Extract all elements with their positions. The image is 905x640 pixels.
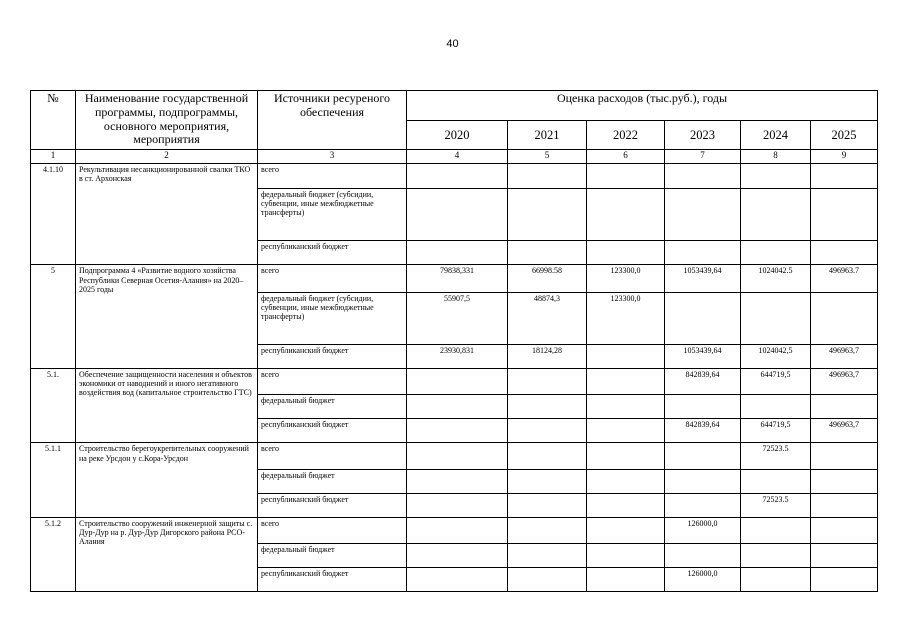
funding-source: всего (258, 265, 407, 292)
amount-cell (665, 443, 741, 469)
amount-cell (587, 345, 665, 369)
column-number: 3 (258, 150, 407, 164)
funding-source: всего (258, 517, 407, 543)
header-year: 2020 (407, 121, 508, 150)
amount-cell: 496963.7 (811, 265, 878, 292)
amount-cell (407, 567, 508, 591)
amount-cell (587, 369, 665, 395)
amount-cell (407, 517, 508, 543)
amount-cell (508, 517, 587, 543)
amount-cell (811, 164, 878, 189)
amount-cell: 1053439,64 (665, 265, 741, 292)
amount-cell (741, 292, 811, 344)
funding-source: всего (258, 369, 407, 395)
table-row (31, 369, 878, 395)
amount-cell: 1053439,64 (665, 345, 741, 369)
amount-cell (665, 543, 741, 567)
column-number: 4 (407, 150, 508, 164)
amount-cell (407, 493, 508, 517)
funding-source: республиканский бюджет (258, 241, 407, 265)
amount-cell (741, 189, 811, 241)
amount-cell (811, 543, 878, 567)
amount-cell (508, 395, 587, 419)
amount-cell (587, 164, 665, 189)
header-year: 2023 (665, 121, 741, 150)
column-number: 7 (665, 150, 741, 164)
amount-cell (407, 443, 508, 469)
funding-source: республиканский бюджет (258, 419, 407, 443)
amount-cell (587, 443, 665, 469)
amount-cell: 123300,0 (587, 265, 665, 292)
column-number: 2 (76, 150, 258, 164)
amount-cell (811, 292, 878, 344)
amount-cell (665, 164, 741, 189)
amount-cell: 496963,7 (811, 369, 878, 395)
column-number: 8 (741, 150, 811, 164)
program-name: Строительство сооружений инженерной защиты с. Дур-Дур на р. Дур-Дур Дигорского района РСО-Алания (76, 517, 258, 591)
funding-source: федеральный бюджет (258, 395, 407, 419)
amount-cell (407, 241, 508, 265)
header-name: Наименование государственной программы, подпрограммы, основного мероприятия, мероприятия (76, 91, 258, 150)
table-row (31, 443, 878, 469)
amount-cell (508, 164, 587, 189)
header-costs: Оценка расходов (тыс.руб.), годы (407, 91, 878, 121)
row-number: 5.1.2 (31, 517, 76, 591)
amount-cell (811, 189, 878, 241)
table-body (31, 164, 878, 592)
amount-cell (407, 469, 508, 493)
amount-cell: 72523.5 (741, 493, 811, 517)
column-numbers-row (31, 150, 878, 164)
header-year: 2025 (811, 121, 878, 150)
amount-cell (665, 241, 741, 265)
row-number: 4.1.10 (31, 164, 76, 265)
amount-cell (407, 395, 508, 419)
amount-cell: 18124,28 (508, 345, 587, 369)
amount-cell (811, 395, 878, 419)
amount-cell: 644719,5 (741, 369, 811, 395)
funding-source: федеральный бюджет (258, 543, 407, 567)
page-number: 40 (446, 38, 459, 50)
funding-source: республиканский бюджет (258, 345, 407, 369)
header-year: 2021 (508, 121, 587, 150)
amount-cell: 126000,0 (665, 567, 741, 591)
amount-cell (508, 241, 587, 265)
row-number: 5 (31, 265, 76, 369)
amount-cell (587, 493, 665, 517)
amount-cell: 55907,5 (407, 292, 508, 344)
amount-cell (508, 567, 587, 591)
amount-cell: 1024042,5 (741, 345, 811, 369)
amount-cell (587, 543, 665, 567)
amount-cell: 66998.58 (508, 265, 587, 292)
amount-cell (811, 469, 878, 493)
amount-cell (665, 189, 741, 241)
row-number: 5.1.1 (31, 443, 76, 517)
amount-cell (407, 543, 508, 567)
amount-cell (508, 369, 587, 395)
header-no: № (31, 91, 76, 150)
column-number: 1 (31, 150, 76, 164)
amount-cell (811, 567, 878, 591)
funding-source: всего (258, 443, 407, 469)
amount-cell: 496963,7 (811, 345, 878, 369)
amount-cell (665, 292, 741, 344)
amount-cell (811, 493, 878, 517)
amount-cell (407, 419, 508, 443)
column-number: 5 (508, 150, 587, 164)
budget-table (30, 90, 878, 592)
amount-cell: 23930,831 (407, 345, 508, 369)
program-name: Строительство берегоукрепительных сооружений на реке Урсдон у с.Кора-Урсдон (76, 443, 258, 517)
funding-source: федеральный бюджет (258, 469, 407, 493)
amount-cell (587, 419, 665, 443)
amount-cell (811, 443, 878, 469)
amount-cell (587, 189, 665, 241)
amount-cell: 842839,64 (665, 369, 741, 395)
program-name: Рекультивация несанкционированной свалки ТКО в ст. Архонская (76, 164, 258, 265)
amount-cell: 644719,5 (741, 419, 811, 443)
table-row (31, 265, 878, 292)
amount-cell (508, 543, 587, 567)
funding-source: всего (258, 164, 407, 189)
amount-cell (407, 189, 508, 241)
amount-cell: 79838,331 (407, 265, 508, 292)
funding-source: федеральный бюджет (субсидии, субвенции, иные межбюджетные трансферты) (258, 292, 407, 344)
amount-cell (508, 469, 587, 493)
amount-cell (741, 241, 811, 265)
amount-cell (508, 189, 587, 241)
amount-cell (741, 395, 811, 419)
header-year: 2024 (741, 121, 811, 150)
table-row (31, 517, 878, 543)
row-number: 5.1. (31, 369, 76, 443)
amount-cell (741, 543, 811, 567)
amount-cell (741, 469, 811, 493)
amount-cell: 48874,3 (508, 292, 587, 344)
amount-cell (665, 469, 741, 493)
amount-cell (407, 164, 508, 189)
amount-cell (665, 395, 741, 419)
amount-cell (508, 443, 587, 469)
amount-cell (811, 241, 878, 265)
amount-cell (741, 567, 811, 591)
funding-source: республиканский бюджет (258, 567, 407, 591)
amount-cell (587, 469, 665, 493)
header-year: 2022 (587, 121, 665, 150)
amount-cell: 72523.5 (741, 443, 811, 469)
column-number: 9 (811, 150, 878, 164)
header-sources: Источники ресуреного обеспечения (258, 91, 407, 150)
amount-cell (741, 164, 811, 189)
amount-cell (741, 517, 811, 543)
amount-cell: 496963,7 (811, 419, 878, 443)
amount-cell (665, 493, 741, 517)
column-number: 6 (587, 150, 665, 164)
amount-cell (587, 241, 665, 265)
amount-cell (508, 419, 587, 443)
program-name: Подпрограмма 4 «Развитие водного хозяйства Республики Северная Осетия-Алания» на 2020– 2025 годы (76, 265, 258, 369)
amount-cell (587, 395, 665, 419)
amount-cell (508, 493, 587, 517)
amount-cell (587, 517, 665, 543)
funding-source: федеральный бюджет (субсидии, субвенции, иные межбюджетные трансферты) (258, 189, 407, 241)
amount-cell: 1024042.5 (741, 265, 811, 292)
program-name: Обеспечение защищенности населения и объектов экономики от наводнений и иного негативного воздействия вод (капитальное строительство ГТС) (76, 369, 258, 443)
table-row (31, 164, 878, 189)
amount-cell (811, 517, 878, 543)
amount-cell: 123300,0 (587, 292, 665, 344)
amount-cell: 842839,64 (665, 419, 741, 443)
amount-cell: 126000,0 (665, 517, 741, 543)
amount-cell (407, 369, 508, 395)
amount-cell (587, 567, 665, 591)
funding-source: республиканский бюджет (258, 493, 407, 517)
